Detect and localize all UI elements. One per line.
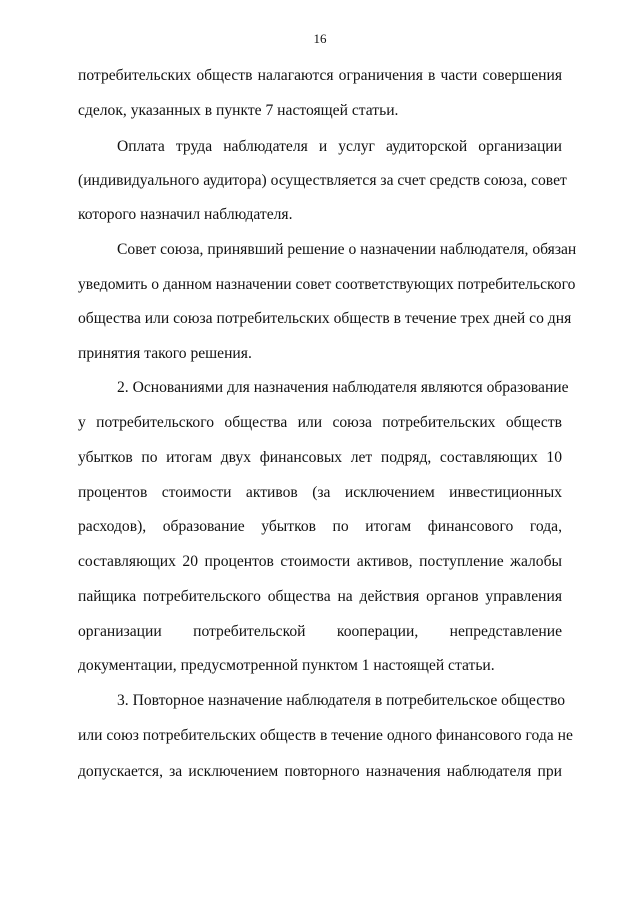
- text-line: документации, предусмотренной пунктом 1 настоящей статьи.: [78, 657, 495, 674]
- text-line: у потребительского общества или союза потребительских обществ: [78, 414, 562, 431]
- text-line: убытков по итогам двух финансовых лет подряд, составляющих 10: [78, 449, 562, 466]
- text-line: уведомить о данном назначении совет соответствующих потребительского: [78, 276, 576, 293]
- text-line: 2. Основаниями для назначения наблюдателя являются образование: [117, 379, 569, 396]
- text-line: которого назначил наблюдателя.: [78, 206, 293, 223]
- text-line: принятия такого решения.: [78, 345, 252, 362]
- text-line: или союз потребительских обществ в течение одного финансового года не: [78, 727, 573, 744]
- text-line: Оплата труда наблюдателя и услуг аудиторской организации: [117, 138, 562, 155]
- text-line: потребительских обществ налагаются ограничения в части совершения: [78, 67, 562, 84]
- text-line: расходов), образование убытков по итогам финансового года,: [78, 518, 562, 535]
- text-line: пайщика потребительского общества на действия органов управления: [78, 588, 562, 605]
- text-line: организации потребительской кооперации, непредставление: [78, 623, 562, 640]
- text-line: общества или союза потребительских обществ в течение трех дней со дня: [78, 310, 572, 327]
- text-line: Совет союза, принявший решение о назначении наблюдателя, обязан: [117, 241, 577, 258]
- text-line: сделок, указанных в пункте 7 настоящей статьи.: [78, 102, 399, 119]
- text-line: составляющих 20 процентов стоимости активов, поступление жалобы: [78, 553, 562, 570]
- text-line: допускается, за исключением повторного назначения наблюдателя при: [78, 763, 562, 780]
- page-number: 16: [313, 31, 327, 46]
- text-line: 3. Повторное назначение наблюдателя в потребительское общество: [117, 692, 565, 709]
- text-line: (индивидуального аудитора) осуществляется за счет средств союза, совет: [78, 172, 567, 189]
- text-line: процентов стоимости активов (за исключением инвестиционных: [78, 484, 562, 501]
